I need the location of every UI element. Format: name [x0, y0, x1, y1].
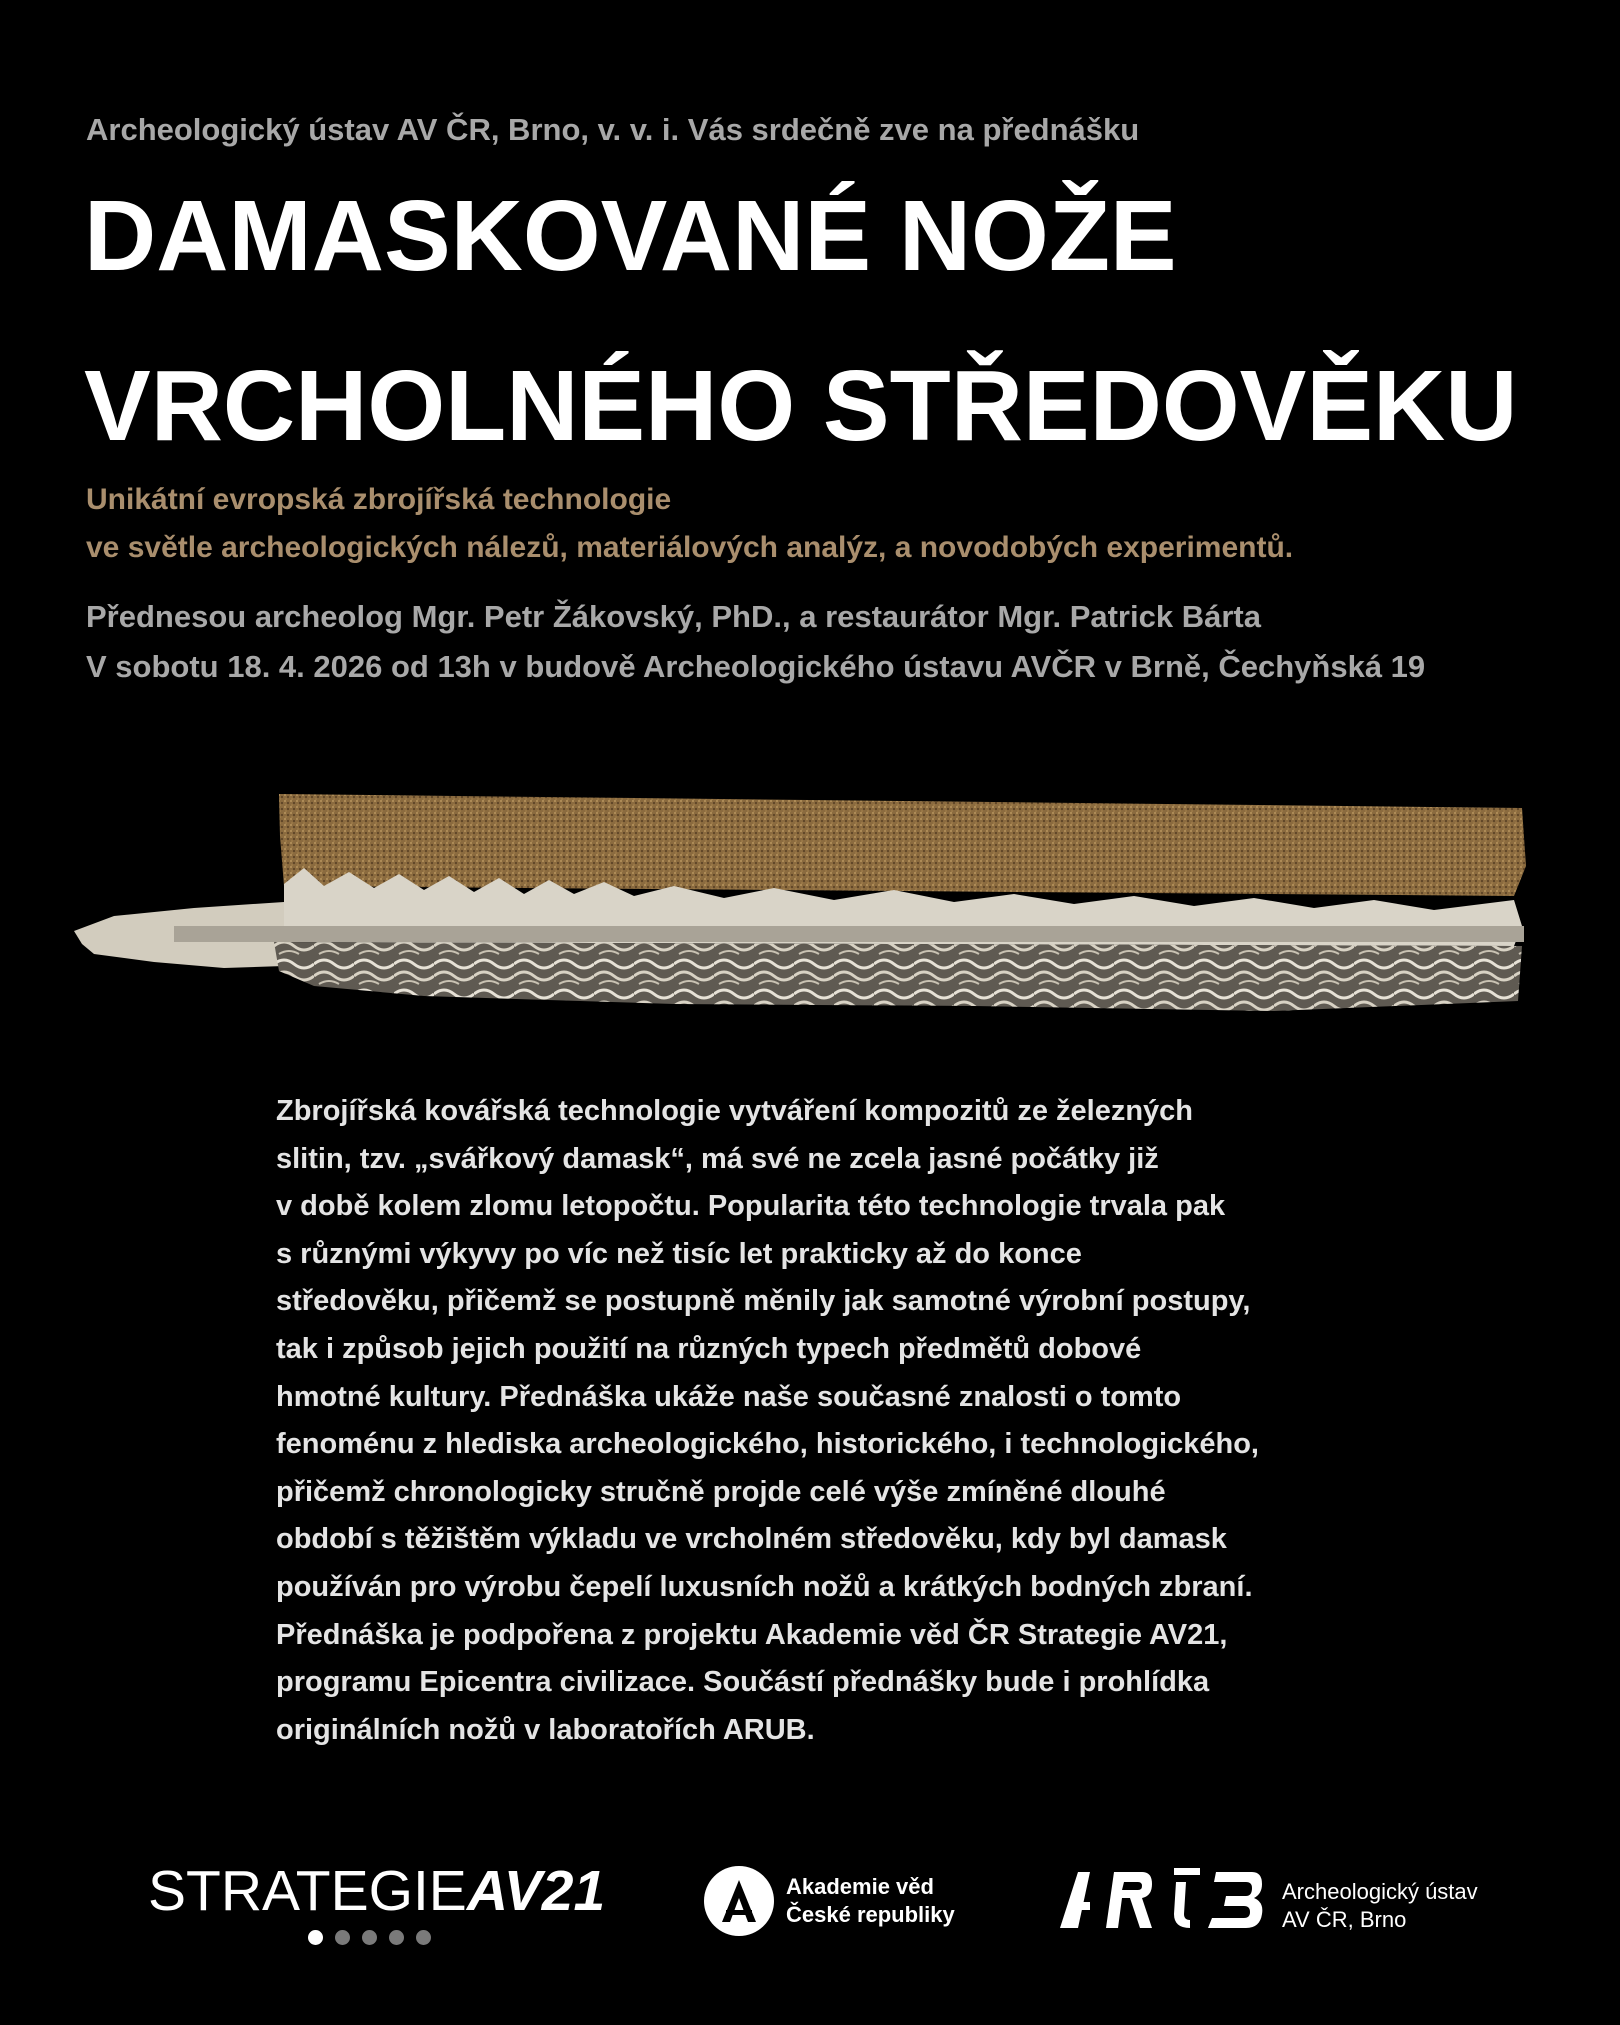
description-line: slitin, tzv. „svářkový damask“, má své ne zcela jasné počátky již [276, 1142, 1159, 1175]
subtitle-line-1: Unikátní evropská zbrojířská technologie [86, 483, 672, 516]
invitation-line: Archeologický ústav AV ČR, Brno, v. v. i. Vás srdečně zve na přednášku [86, 112, 1140, 147]
description-line: programu Epicentra civilizace. Součástí přednášky bude i prohlídka [276, 1666, 1210, 1699]
arub-name: Archeologický ústav AV ČR, Brno [1282, 1879, 1478, 1932]
description-line: hmotné kultury. Přednáška ukáže naše současné znalosti o tomto [276, 1380, 1182, 1413]
strategie-wordmark: STRATEGIEAV21 [148, 1859, 606, 1923]
description-line: Přednáška je podpořena z projektu Akademie věd ČR Strategie AV21, [276, 1618, 1228, 1651]
description-line: období s těžištěm výkladu ve vrcholném středověku, kdy byl damask [276, 1523, 1227, 1556]
title-line-1: DAMASKOVANÉ NOŽE [84, 180, 1177, 292]
description-line: používán pro výrobu čepelí luxusních nožů a krátkých bodných zbraní. [276, 1570, 1253, 1603]
speakers-line: Přednesou archeolog Mgr. Petr Žákovský, PhD., a restaurátor Mgr. Patrick Bárta [86, 599, 1261, 634]
subtitle [86, 476, 1293, 572]
description-line: originálních nožů v laboratořích ARUB. [276, 1713, 815, 1746]
description-line: v době kolem zlomu letopočtu. Popularita této technologie trvala pak [276, 1190, 1226, 1223]
blade-photo [74, 776, 1534, 1016]
blade-pattern [274, 942, 1522, 1011]
akademie-emblem-icon [704, 1866, 774, 1936]
title-line-2: VRCHOLNÉHO STŘEDOVĚKU [84, 350, 1518, 462]
akademie-name: Akademie věd České republiky [786, 1874, 955, 1927]
subtitle-line-2: ve světle archeologických nálezů, materiálových analýz, a novodobých experimentů. [86, 531, 1294, 564]
lecture-details [86, 592, 1425, 692]
description-line: Zbrojířská kovářská technologie vytváření kompozitů ze železných [276, 1095, 1194, 1127]
description-line: tak i způsob jejich použití na různých typech předmětů dobové [276, 1332, 1142, 1365]
description-line: fenoménu z hlediska archeologického, historického, i technologického, [276, 1428, 1259, 1461]
date-venue-line: V sobotu 18. 4. 2026 od 13h v budově Archeologického ústavu AVČR v Brně, Čechyňská 19 [86, 649, 1426, 684]
blade-band [174, 926, 1524, 942]
blade-back [279, 794, 1526, 896]
description-line: přičemž chronologicky stručně projde celé výše zmíněné dlouhé [276, 1475, 1166, 1508]
strategie-av21-logo [148, 1858, 628, 1948]
lecture-title [84, 180, 1518, 462]
description-line: s různými výkyvy po víc než tisíc let prakticky až do konce [276, 1237, 1082, 1270]
strategie-dots [308, 1930, 443, 1950]
lecture-description [276, 1088, 1426, 1754]
description-line: středověku, přičemž se postupně měnily jak samotné výrobní postupy, [276, 1285, 1251, 1318]
arub-mark [1056, 1868, 1268, 1930]
